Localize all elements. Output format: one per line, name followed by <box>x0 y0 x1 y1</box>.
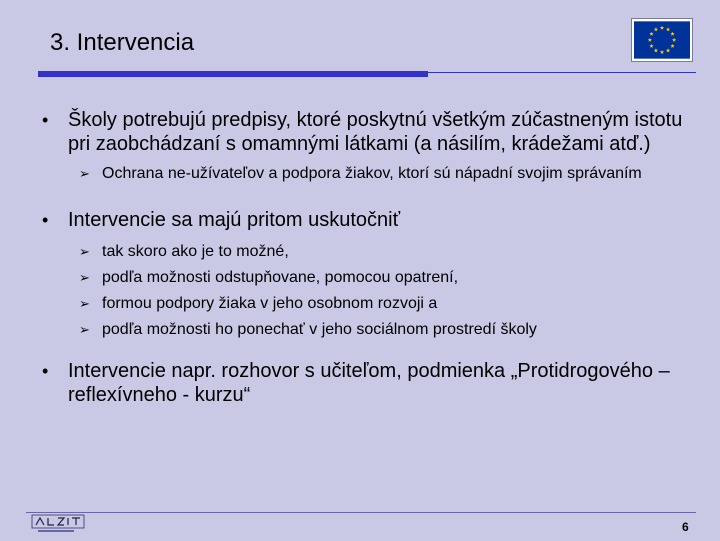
bullet-2-text: Intervencie sa majú pritom uskutočniť <box>68 209 401 231</box>
subitem <box>30 239 700 265</box>
arrow-bullet-icon: ➢ <box>79 322 90 337</box>
bullet-1-text: Školy potrebujú predpisy, ktoré poskytnú všetkým zúčastneným istotu pri zaobchádzaní s omamnými látkami (a násilím, krádežami atď.) <box>68 109 683 155</box>
bullet-1 <box>30 108 700 156</box>
subitem-text: podľa možnosti odstupňovane, pomocou opatrení, <box>102 269 459 286</box>
title-underline-thin <box>428 72 696 73</box>
subitem-text: formou podpory žiaka v jeho osobnom rozvoji a <box>102 295 438 312</box>
bullet-3 <box>30 359 700 407</box>
page-title: 3. Intervencia <box>50 29 195 56</box>
arrow-bullet-icon: ➢ <box>79 270 90 285</box>
eu-flag-icon <box>631 18 693 62</box>
footer-logo-icon <box>30 512 88 536</box>
bullet-dot-icon: • <box>42 361 49 381</box>
subitem <box>30 163 700 184</box>
slide-content <box>30 108 700 407</box>
arrow-bullet-icon: ➢ <box>79 244 90 259</box>
subitem-text: podľa možnosti ho ponechať v jeho sociálnom prostredí školy <box>102 321 537 338</box>
page-number: 6 <box>682 520 689 534</box>
title-underline <box>38 71 428 77</box>
subitem <box>30 265 700 291</box>
arrow-bullet-icon: ➢ <box>79 166 90 181</box>
subitem-text: tak skoro ako je to možné, <box>102 243 289 260</box>
bullet-2-subitems <box>30 239 700 343</box>
arrow-bullet-icon: ➢ <box>79 296 90 311</box>
bullet-2 <box>30 208 700 232</box>
bullet-1-subitems <box>30 163 700 184</box>
bullet-dot-icon: • <box>42 110 49 130</box>
footer-divider <box>26 512 696 513</box>
bullet-3-text: Intervencie napr. rozhovor s učiteľom, podmienka „Protidrogového – reflexívneho - kurzu“ <box>68 360 670 406</box>
bullet-dot-icon: • <box>42 210 49 230</box>
subitem <box>30 317 700 343</box>
subitem <box>30 291 700 317</box>
subitem-text: Ochrana ne-užívateľov a podpora žiakov, ktorí sú nápadní svojim správaním <box>102 165 642 182</box>
